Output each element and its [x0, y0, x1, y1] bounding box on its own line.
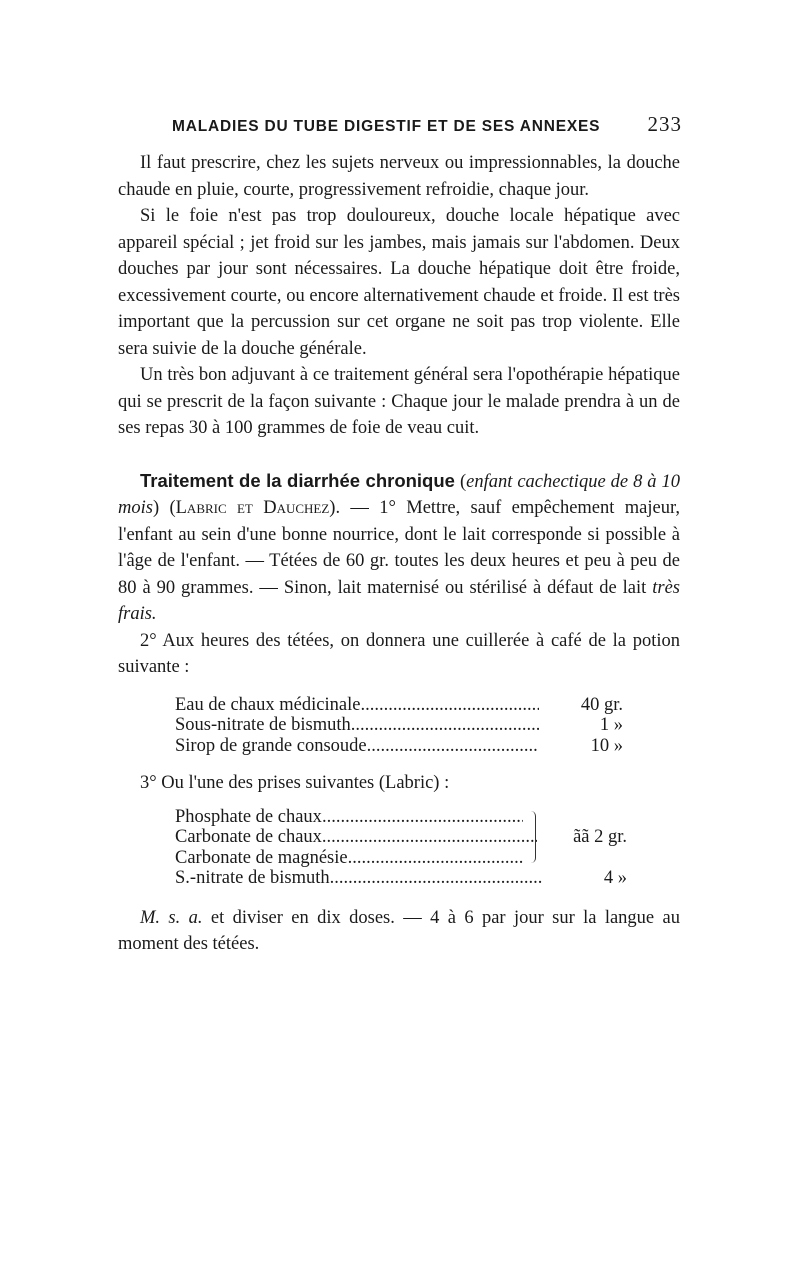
recipe-row	[175, 807, 627, 828]
authors-open: (	[159, 498, 176, 518]
ingredient-name: Sirop de grande consoude	[175, 735, 367, 756]
recipe-powders	[175, 807, 627, 889]
running-title: MALADIES DU TUBE DIGESTIF ET DE SES ANNEXES	[172, 118, 601, 135]
section-diarrhea-intro	[118, 468, 680, 628]
section-subtitle: enfant cachectique de 8 à 10 mois	[118, 471, 681, 518]
subtitle-close: )	[152, 498, 160, 518]
paragraph-opotherapy: Un très bon adjuvant à ce traitement général sera l'opothérapie hépatique qui se prescrit de la façon suivante : Chaque jour le malade prendra à un de ses repas 30 à 100 grammes de foie de veau cuit.	[118, 365, 680, 438]
section-text-2: 2° Aux heures des tétées, on donnera une cuillerée à café de la potion suivante :	[118, 630, 680, 677]
ingredient-name: Carbonate de chaux	[175, 827, 322, 847]
ingredient-qty: 4 »	[603, 868, 627, 888]
ingredient-qty: 10 »	[590, 735, 623, 756]
section-authors: Labric et Dauchez	[175, 498, 330, 518]
section-text-1: — 1° Mettre, sauf empêchement majeur, l'enfant au sein d'une bonne nourrice, dont le lait corresponde si possible à l'âge de l'enfant. — Tétées de 60 gr. toutes les deux heures et peu à peu de 80 à 90 grammes. — Sinon, lait maternisé ou stérilisé à défaut de lait	[118, 498, 680, 598]
subtitle-open: (	[459, 471, 467, 492]
paragraph-shower: Il faut prescrire, chez les sujets nerveux ou impressionnables, la douche chaude en pluie, courte, progressivement refroidie, chaque jour.	[118, 153, 680, 200]
page-header	[172, 112, 682, 137]
section-text-1-italic: très frais.	[118, 577, 680, 624]
closing-text: et diviser en dix doses. — 4 à 6 par jour sur la langue au moment des tétées.	[118, 907, 680, 954]
grouping-brace	[531, 811, 536, 863]
ingredient-name: S.-nitrate de bismuth	[175, 868, 330, 888]
section-heading: Traitement de la diarrhée chronique	[140, 469, 455, 491]
recipe-row	[175, 715, 623, 736]
recipe-row	[175, 695, 623, 716]
authors-close: ).	[329, 498, 341, 518]
page-number: 233	[647, 112, 682, 136]
section-text-3: 3° Ou l'une des prises suivantes (Labric) :	[140, 773, 450, 793]
page-body	[118, 150, 680, 958]
ingredient-name: Carbonate de magnésie	[175, 847, 348, 868]
ingredient-name: Phosphate de chaux	[175, 806, 322, 827]
ingredient-qty: 40 gr.	[580, 694, 623, 715]
ingredient-qty: 1 »	[599, 715, 623, 735]
closing-abbrev: M. s. a.	[140, 907, 203, 928]
recipe-row	[175, 848, 627, 869]
ingredient-name: Eau de chaux médicinale	[175, 694, 361, 715]
recipe-potion	[175, 695, 623, 757]
recipe-row	[175, 736, 623, 757]
ingredient-name: Sous-nitrate de bismuth	[175, 715, 351, 735]
ingredient-qty: ãã 2 gr.	[573, 827, 627, 847]
paragraph-liver: Si le foie n'est pas trop douloureux, douche locale hépatique avec appareil spécial ; jet froid sur les jambes, mais jamais sur l'abdomen. Deux douches par jour sont nécessaires. La douche hépatique doit être froide, excessivement courte, ou encore alternativement chaude et froide. Il est très important que la percussion sur cet organe ne soit pas trop violente. Elle sera suivie de la douche générale.	[118, 206, 680, 359]
recipe-row	[175, 827, 627, 848]
recipe-row	[175, 868, 627, 889]
closing-paragraph	[118, 905, 680, 958]
